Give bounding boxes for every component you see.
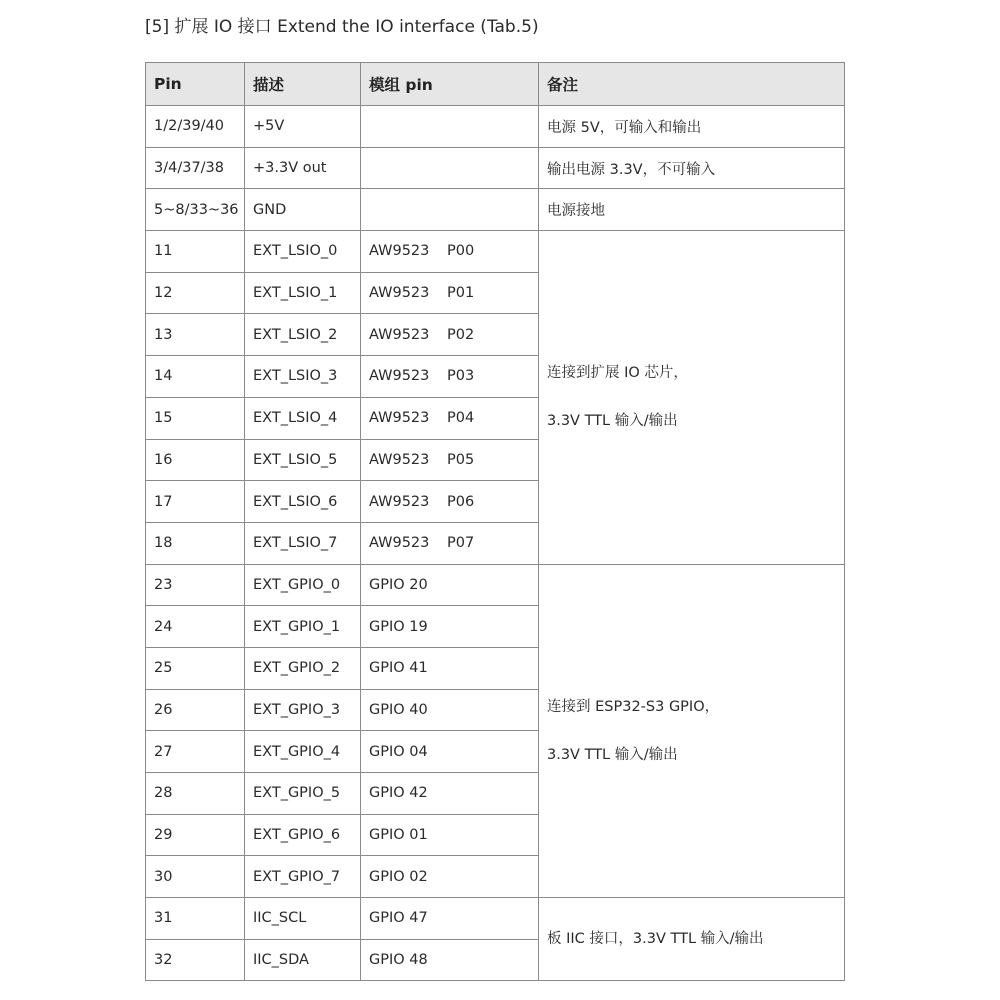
module-chip: AW9523 xyxy=(369,451,430,468)
module-chip: AW9523 xyxy=(369,535,430,552)
pin-cell: 16 xyxy=(146,439,245,481)
module-cell xyxy=(361,231,539,273)
module-cell: GPIO 04 xyxy=(361,731,539,773)
desc-cell: EXT_GPIO_2 xyxy=(245,647,361,689)
pin-cell: 12 xyxy=(146,272,245,314)
module-chip: AW9523 xyxy=(369,243,430,260)
desc-cell: EXT_GPIO_4 xyxy=(245,731,361,773)
remark-cell-lsio-group xyxy=(539,231,845,565)
desc-cell: GND xyxy=(245,189,361,231)
module-cell xyxy=(361,272,539,314)
module-cell: GPIO 01 xyxy=(361,814,539,856)
module-cell xyxy=(361,106,539,148)
table-row xyxy=(146,564,845,606)
desc-cell: IIC_SDA xyxy=(245,939,361,981)
pin-cell: 26 xyxy=(146,689,245,731)
header-pin: Pin xyxy=(146,63,245,106)
desc-cell: EXT_LSIO_7 xyxy=(245,522,361,564)
pin-cell: 30 xyxy=(146,856,245,898)
remark-line: 连接到扩展 IO 芯片， xyxy=(547,365,688,382)
module-cell xyxy=(361,481,539,523)
module-cell: GPIO 19 xyxy=(361,606,539,648)
module-cell: GPIO 48 xyxy=(361,939,539,981)
table-row xyxy=(146,106,845,148)
module-cell xyxy=(361,147,539,189)
desc-cell: EXT_LSIO_3 xyxy=(245,356,361,398)
desc-cell: EXT_GPIO_1 xyxy=(245,606,361,648)
module-cell xyxy=(361,397,539,439)
pin-cell: 28 xyxy=(146,773,245,815)
desc-cell: EXT_GPIO_7 xyxy=(245,856,361,898)
module-cell xyxy=(361,356,539,398)
header-module-pin: 模组 pin xyxy=(361,63,539,106)
module-port: P00 xyxy=(447,243,475,260)
module-cell: GPIO 20 xyxy=(361,564,539,606)
desc-cell: EXT_GPIO_3 xyxy=(245,689,361,731)
pin-cell: 17 xyxy=(146,481,245,523)
module-chip: AW9523 xyxy=(369,326,430,343)
module-cell xyxy=(361,314,539,356)
module-port: P04 xyxy=(447,410,475,427)
module-cell: GPIO 41 xyxy=(361,647,539,689)
desc-cell: EXT_LSIO_0 xyxy=(245,231,361,273)
module-cell: GPIO 42 xyxy=(361,773,539,815)
module-port: P03 xyxy=(447,368,475,385)
section-heading: [5] 扩展 IO 接口 Extend the IO interface (Tab.5) xyxy=(145,17,539,37)
desc-cell: EXT_LSIO_2 xyxy=(245,314,361,356)
desc-cell: EXT_LSIO_4 xyxy=(245,397,361,439)
pin-cell: 15 xyxy=(146,397,245,439)
module-port: P05 xyxy=(447,451,475,468)
module-cell xyxy=(361,522,539,564)
module-chip: AW9523 xyxy=(369,368,430,385)
table-row xyxy=(146,231,845,273)
desc-cell: EXT_LSIO_1 xyxy=(245,272,361,314)
header-remark: 备注 xyxy=(539,63,845,106)
pin-cell: 3/4/37/38 xyxy=(146,147,245,189)
pin-cell: 25 xyxy=(146,647,245,689)
remark-line: 3.3V TTL 输入/输出 xyxy=(547,746,678,763)
module-chip: AW9523 xyxy=(369,410,430,427)
module-port: P07 xyxy=(447,535,475,552)
module-chip: AW9523 xyxy=(369,285,430,302)
module-chip: AW9523 xyxy=(369,493,430,510)
pin-cell: 18 xyxy=(146,522,245,564)
table-row xyxy=(146,898,845,940)
desc-cell: EXT_LSIO_5 xyxy=(245,439,361,481)
module-port: P01 xyxy=(447,285,475,302)
pin-cell: 29 xyxy=(146,814,245,856)
header-description: 描述 xyxy=(245,63,361,106)
desc-cell: +3.3V out xyxy=(245,147,361,189)
desc-cell: EXT_GPIO_0 xyxy=(245,564,361,606)
desc-cell: EXT_GPIO_6 xyxy=(245,814,361,856)
desc-cell: IIC_SCL xyxy=(245,898,361,940)
desc-cell: EXT_GPIO_5 xyxy=(245,773,361,815)
pin-cell: 23 xyxy=(146,564,245,606)
io-interface-table xyxy=(145,62,845,981)
remark-cell-gpio-group xyxy=(539,564,845,898)
remark-line: 板 IIC 接口，3.3V TTL 输入/输出 xyxy=(547,931,764,948)
pin-cell: 14 xyxy=(146,356,245,398)
pin-cell: 24 xyxy=(146,606,245,648)
desc-cell: +5V xyxy=(245,106,361,148)
remark-cell: 输出电源 3.3V，不可输入 xyxy=(539,147,845,189)
pin-cell: 13 xyxy=(146,314,245,356)
module-cell: GPIO 47 xyxy=(361,898,539,940)
remark-cell-iic-group xyxy=(539,898,845,981)
remark-cell: 电源 5V，可输入和输出 xyxy=(539,106,845,148)
pin-cell: 32 xyxy=(146,939,245,981)
table-header-row xyxy=(146,63,845,106)
desc-cell: EXT_LSIO_6 xyxy=(245,481,361,523)
remark-line: 3.3V TTL 输入/输出 xyxy=(547,413,678,430)
table-row xyxy=(146,189,845,231)
pin-cell: 1/2/39/40 xyxy=(146,106,245,148)
module-port: P06 xyxy=(447,493,475,510)
remark-cell: 电源接地 xyxy=(539,189,845,231)
module-cell: GPIO 40 xyxy=(361,689,539,731)
module-cell xyxy=(361,439,539,481)
module-cell: GPIO 02 xyxy=(361,856,539,898)
pin-cell: 27 xyxy=(146,731,245,773)
module-port: P02 xyxy=(447,326,475,343)
pin-cell: 5~8/33~36 xyxy=(146,189,245,231)
remark-line: 连接到 ESP32-S3 GPIO， xyxy=(547,698,720,715)
pin-cell: 11 xyxy=(146,231,245,273)
table-row xyxy=(146,147,845,189)
pin-cell: 31 xyxy=(146,898,245,940)
module-cell xyxy=(361,189,539,231)
